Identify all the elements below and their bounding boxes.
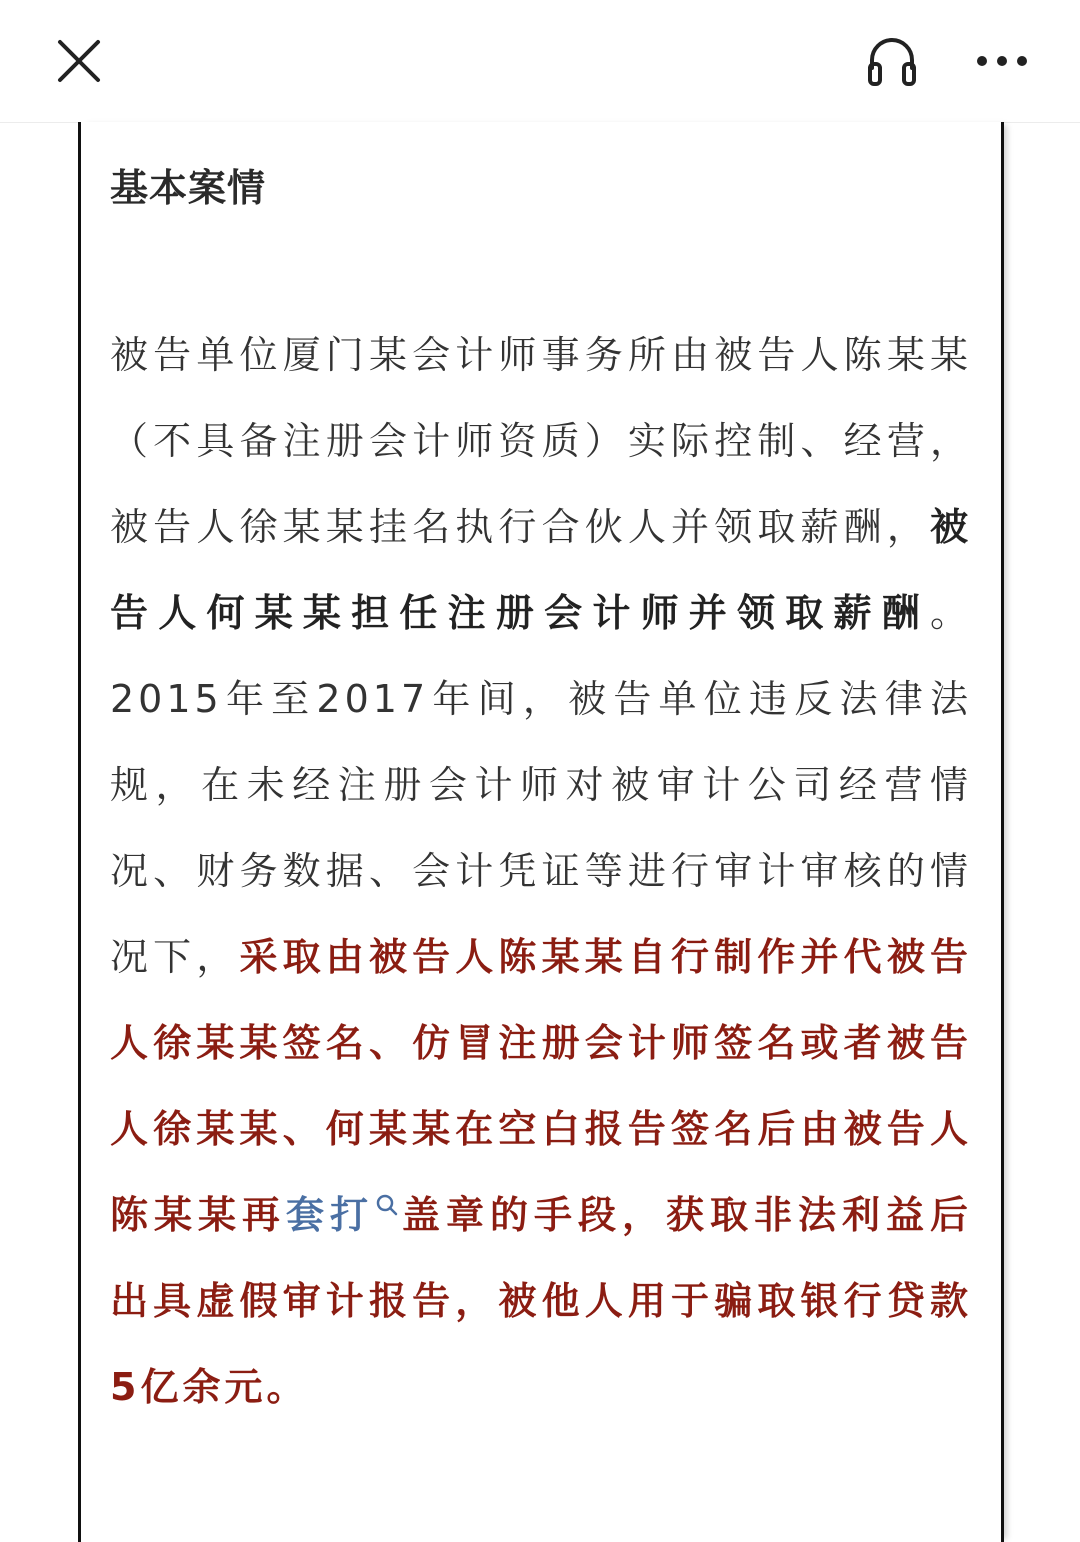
emphasis-red-text-continued: 盖章的手段，获取非法利益后出具虚假审计报告，被他人用于骗取银行贷款5亿余元。 xyxy=(110,1193,972,1409)
headphone-icon[interactable] xyxy=(864,34,920,88)
top-navigation-bar xyxy=(0,0,1080,123)
paragraph-plain-text-continued: 。2015年至2017年间，被告单位违反法律法规，在未经注册会计师对被审计公司经营情况、财务数据、会计凭证等进行审计审核的情况下， xyxy=(110,591,972,979)
article-body xyxy=(110,312,972,1430)
bold-text: 被告人何某某担任注册会计师并领取薪酬 xyxy=(110,505,972,635)
emphasis-red-text: 采取由被告人陈某某自行制作并代被告人徐某某签名、仿冒注册会计师签名或者被告人徐某某、何某某在空白报告签名后由被告人陈某某再 xyxy=(110,935,972,1237)
section-title: 基本案情 xyxy=(110,166,267,210)
search-icon[interactable] xyxy=(374,1166,400,1196)
search-term-link[interactable]: 套打 xyxy=(286,1193,374,1237)
more-dots-icon[interactable] xyxy=(972,44,1032,78)
close-icon[interactable] xyxy=(56,38,102,84)
paragraph-plain-text: 被告单位厦门某会计师事务所由被告人陈某某（不具备注册会计师资质）实际控制、经营，被告人徐某某挂名执行合伙人并领取薪酬， xyxy=(110,333,972,549)
